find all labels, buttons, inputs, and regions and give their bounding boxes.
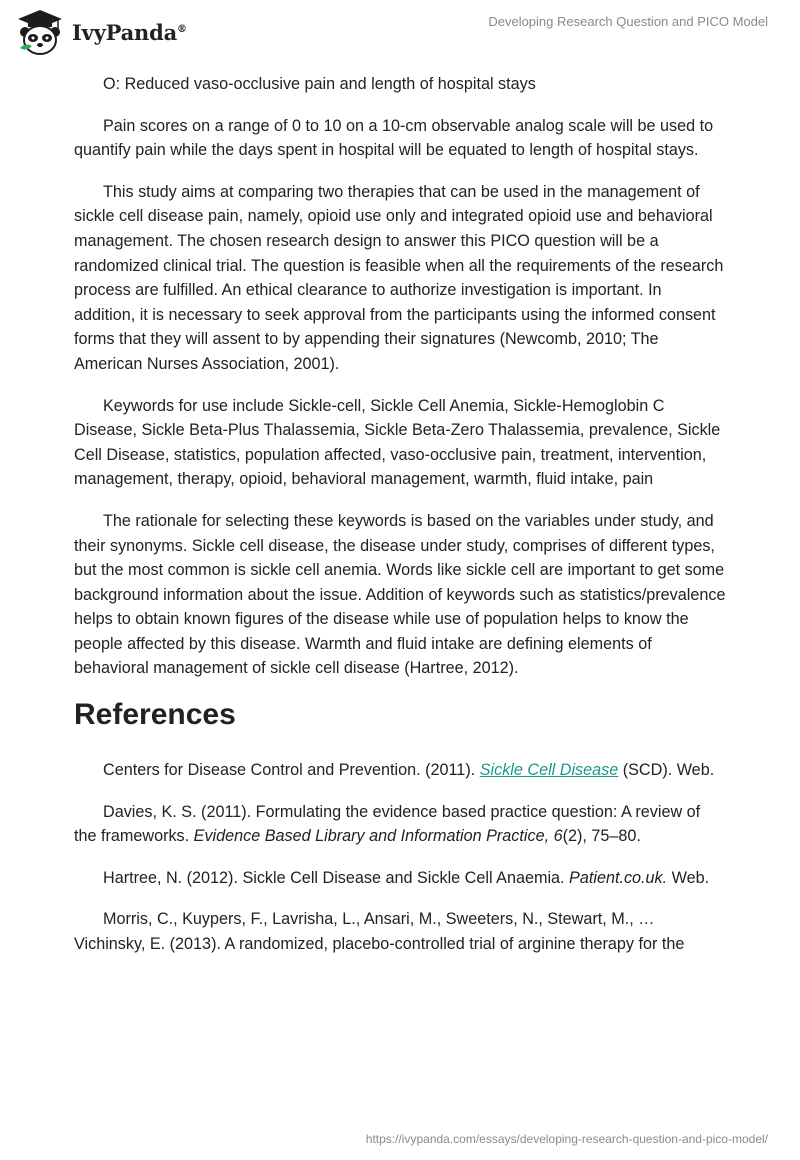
logo-wordmark: IvyPanda® <box>72 19 187 45</box>
reference-item: Morris, C., Kuypers, F., Lavrisha, L., Ansari, M., Sweeters, N., Stewart, M., … Vichinsky, E. (2013). A randomized, placebo-controlled trial of arginine therapy for the <box>74 910 685 954</box>
paragraph-keywords: Keywords for use include Sickle-cell, Sickle Cell Anemia, Sickle-Hemoglobin C Disease, Sickle Beta-Plus Thalassemia, Sickle Beta-Zero Thalassemia, prevalence, Sickle Cell Disease, statistics, population affected, vaso-occlusive pain, treatment, intervention, management, therapy, opioid, behavioral management, warmth, fluid intake, pain <box>74 396 721 489</box>
reference-link[interactable]: Sickle Cell Disease <box>479 761 619 780</box>
panda-graduate-icon <box>14 8 66 56</box>
paragraph-rationale: The rationale for selecting these keywords is based on the variables under study, and their synonyms. Sickle cell disease, the disease under study, comprises of different types, but the most common is sickle cell anemia. Words like sickle cell are important to get some background information about the issue. Addition of keywords such as statistics/prevalence helps to obtain known figures of the disease while use of population helps to know the people affected by this disease. Warmth and fluid intake are defining elements of behavioral management of sickle cell disease (Hartree, 2012). <box>74 511 726 678</box>
paragraph-outcome: O: Reduced vaso-occlusive pain and length of hospital stays <box>103 75 536 93</box>
essay-body <box>74 72 726 974</box>
page-header <box>0 0 800 60</box>
paragraph-measurement: Pain scores on a range of 0 to 10 on a 10-cm observable analog scale will be used to quantify pain while the days spent in hospital will be equated to length of hospital stays. <box>74 116 714 160</box>
ivypanda-logo[interactable] <box>14 8 214 56</box>
footer-url[interactable]: https://ivypanda.com/essays/developing-research-question-and-pico-model/ <box>365 1132 768 1146</box>
paragraph-study-design: This study aims at comparing two therapies that can be used in the management of sickle cell disease pain, namely, opioid use only and integrated opioid use and behavioral management. The chosen research design to answer this PICO question will be a randomized clinical trial. The question is feasible when all the requirements of the research process are fulfilled. An ethical clearance to authorize investigation is important. In addition, it is necessary to seek approval from the participants using the informed consent forms that they will assent to by appending their signatures (Newcomb, 2010; The American Nurses Association, 2001). <box>74 182 724 373</box>
page-title: Developing Research Question and PICO Model <box>488 14 768 29</box>
reference-item: Davies, K. S. (2011). Formulating the evidence based practice question: A review of the frameworks. Evidence Based Library and Information Practice, 6(2), 75–80. <box>74 802 701 846</box>
reference-item: Centers for Disease Control and Prevention. (2011). Sickle Cell Disease (SCD). Web. <box>103 761 715 780</box>
reference-list <box>74 758 726 957</box>
references-heading: References <box>74 698 236 732</box>
reference-item: Hartree, N. (2012). Sickle Cell Disease and Sickle Cell Anaemia. Patient.co.uk. Web. <box>103 868 710 887</box>
